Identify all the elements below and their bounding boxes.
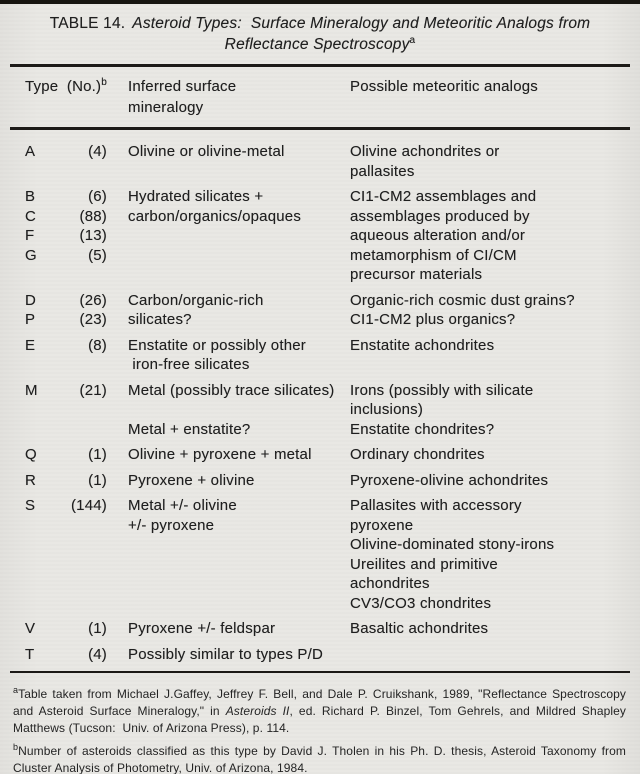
footnote-a (13, 686, 626, 737)
mineralogy-line: Olivine or olivine-metal (128, 143, 285, 160)
min-cell (113, 645, 350, 665)
ana-cell (350, 445, 620, 465)
footnote-a-text: Table taken from Michael J.Gaffey, Jeffrey F. Bell, and Dale P. Cruikshank, 1989, "Reflectance Spectroscopy and Asteroid Surface Mineralogy," in (13, 687, 626, 718)
analog-line: assemblages produced by (350, 207, 530, 225)
table-row (0, 142, 640, 181)
table-row (0, 187, 640, 285)
analog-line: CV3/CO3 chondrites (350, 594, 492, 612)
min-cell (113, 291, 350, 330)
count-value: (1) (88, 620, 107, 637)
count-value: (26) (79, 291, 107, 309)
analog-line: metamorphism of CI/CM (350, 246, 517, 264)
analog-line: achondrites (350, 575, 430, 592)
header-analogs: Possible meteoritic analogs (350, 78, 538, 95)
header-mineralogy-line2: mineralogy (128, 99, 204, 116)
ana-cell (350, 619, 620, 639)
analog-line: Pallasites with accessory (350, 497, 522, 514)
mineralogy-line: Carbon/organic-rich (128, 291, 264, 309)
count-value: (13) (79, 227, 107, 244)
table-row (0, 471, 640, 491)
analog-line: Ureilites and primitive (350, 555, 498, 573)
footnote-marker-a: a (409, 34, 416, 46)
type-cell (25, 471, 65, 491)
type-cell (25, 619, 65, 639)
count-value: (6) (88, 188, 107, 205)
scan-edge-artifact (0, 0, 640, 4)
header-mineralogy (113, 76, 350, 118)
count-value: (8) (88, 336, 107, 354)
type-cell (25, 445, 65, 465)
table-row (0, 619, 640, 639)
analog-line: aqueous alteration and/or (350, 227, 526, 244)
ana-cell (350, 471, 620, 491)
no-cell (65, 471, 113, 491)
ana-cell (350, 187, 620, 285)
analog-line: pallasites (350, 162, 415, 180)
mineralogy-line: Hydrated silicates + (128, 188, 264, 205)
min-cell (113, 336, 350, 375)
mineralogy-line: silicates? (128, 311, 192, 328)
table-body (0, 130, 640, 664)
table-row (0, 336, 640, 375)
ana-cell (350, 336, 620, 375)
mineralogy-line: Enstatite or possibly other (128, 336, 306, 354)
analog-line: Olivine achondrites or (350, 143, 500, 160)
ana-cell (350, 142, 620, 181)
footnote-a-book-title: Asteroids II (225, 704, 290, 718)
type-cell (25, 496, 65, 613)
analog-line: Irons (possibly with silicate (350, 381, 534, 399)
no-cell (65, 381, 113, 440)
type-letter: R (25, 471, 37, 489)
mineralogy-line (128, 400, 350, 420)
table-title-line2: Reflectance Spectroscopy (224, 36, 410, 53)
ana-cell (350, 645, 620, 665)
type-letter: A (25, 143, 36, 160)
table-number-label: TABLE 14. (49, 15, 126, 32)
header-count (65, 76, 113, 118)
no-cell (65, 619, 113, 639)
mineralogy-line: Metal +/- olivine (128, 497, 237, 514)
mineralogy-line: Possibly similar to types P/D (128, 645, 324, 663)
table-row (0, 291, 640, 330)
footnote-marker-b: b (101, 77, 107, 88)
type-letter: S (25, 497, 36, 514)
count-value: (5) (88, 246, 107, 264)
table-row (0, 496, 640, 613)
analog-line: CI1-CM2 assemblages and (350, 188, 537, 205)
count-value: (4) (88, 645, 107, 663)
mineralogy-line: Pyroxene + olivine (128, 471, 255, 489)
mineralogy-line: carbon/organics/opaques (128, 207, 302, 225)
min-cell (113, 471, 350, 491)
analog-line: Enstatite achondrites (350, 336, 495, 354)
type-letter: F (25, 227, 35, 244)
analog-line: Organic-rich cosmic dust grains? (350, 291, 575, 309)
type-letter: B (25, 188, 36, 205)
type-letter: V (25, 620, 36, 637)
min-cell (113, 619, 350, 639)
min-cell (113, 187, 350, 285)
analog-line: Olivine-dominated stony-irons (350, 536, 555, 553)
type-letter: T (25, 645, 35, 663)
analog-line: Ordinary chondrites (350, 446, 485, 463)
mineralogy-line: iron-free silicates (128, 356, 250, 373)
type-letter: M (25, 381, 38, 399)
count-value: (23) (79, 311, 107, 328)
header-mineralogy-line1: Inferred surface (128, 78, 237, 95)
analog-line: Basaltic achondrites (350, 620, 489, 637)
type-letter: D (25, 291, 37, 309)
mineralogy-line: Pyroxene +/- feldspar (128, 620, 276, 637)
analog-line: CI1-CM2 plus organics? (350, 311, 516, 328)
min-cell (113, 381, 350, 440)
no-cell (65, 496, 113, 613)
table-title-line1: Asteroid Types: Surface Mineralogy and Meteoritic Analogs from (132, 15, 591, 32)
mineralogy-line: Olivine + pyroxene + metal (128, 446, 312, 463)
footnote-b-text: Number of asteroids classified as this type by David J. Tholen in his Ph. D. thesis, Asteroid Taxonomy from Cluster Analysis of Photometry, Univ. of Arizona, 1984. (13, 744, 626, 774)
min-cell (113, 496, 350, 613)
ana-cell (350, 291, 620, 330)
mineralogy-line: +/- pyroxene (128, 516, 215, 534)
analog-line: inclusions) (350, 401, 424, 418)
ana-cell (350, 381, 620, 440)
count-value: (4) (88, 143, 107, 160)
type-cell (25, 645, 65, 665)
mineralogy-line: Metal (possibly trace silicates) (128, 381, 335, 399)
table-header-row (0, 67, 640, 127)
count-value: (144) (70, 497, 107, 514)
type-letter: G (25, 246, 37, 264)
table-row (0, 445, 640, 465)
footnote-b-marker: b (13, 742, 19, 752)
footnotes-section (0, 673, 640, 774)
table-row (0, 381, 640, 440)
count-value: (21) (79, 381, 107, 399)
type-cell (25, 291, 65, 330)
table-title (0, 0, 640, 55)
ana-cell (350, 496, 620, 613)
analog-line: Enstatite chondrites? (350, 420, 495, 438)
type-cell (25, 187, 65, 285)
type-cell (25, 381, 65, 440)
type-letter: C (25, 207, 37, 225)
analog-line: precursor materials (350, 266, 483, 283)
analog-line: pyroxene (350, 516, 414, 534)
count-value: (88) (79, 207, 107, 225)
no-cell (65, 291, 113, 330)
type-cell (25, 336, 65, 375)
footnote-a-marker: a (13, 685, 19, 695)
count-value: (1) (88, 446, 107, 463)
no-cell (65, 142, 113, 181)
analog-line: Pyroxene-olivine achondrites (350, 471, 549, 489)
min-cell (113, 142, 350, 181)
type-letter: E (25, 336, 36, 354)
type-letter: Q (25, 446, 37, 463)
no-cell (65, 336, 113, 375)
footnote-a-text-cont: , ed. Richard P. Binzel, Tom Gehrels, and Mildred Shapley Matthews (Tucson: Univ. of Arizona Press), p. 114. (13, 704, 627, 735)
table-row (0, 645, 640, 665)
header-type: Type (25, 78, 59, 95)
no-cell (65, 187, 113, 285)
mineralogy-line: Metal + enstatite? (128, 420, 251, 438)
type-letter: P (25, 311, 36, 328)
min-cell (113, 445, 350, 465)
header-count-label: (No.) (66, 78, 102, 95)
no-cell (65, 445, 113, 465)
count-value: (1) (88, 471, 107, 489)
footnote-b (13, 743, 626, 774)
no-cell (65, 645, 113, 665)
type-cell (25, 142, 65, 181)
